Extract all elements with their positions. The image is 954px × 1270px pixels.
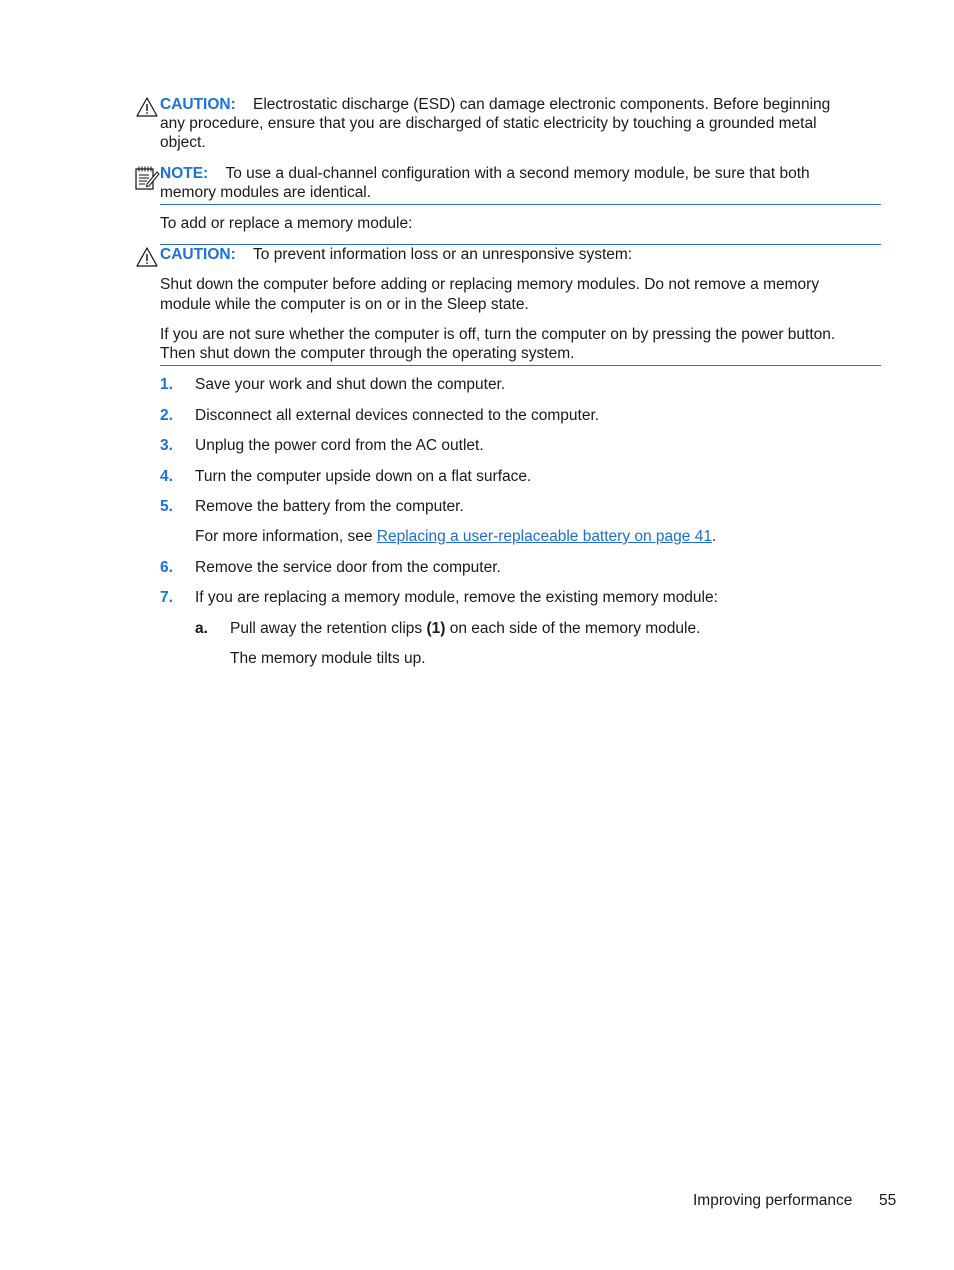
step-number: 1.: [160, 376, 173, 393]
note-pad-icon: [134, 165, 160, 191]
note-line-2: memory modules are identical.: [160, 184, 372, 201]
step-text: Save your work and shut down the computer.: [195, 376, 506, 393]
step-number: 4.: [160, 468, 173, 485]
step-number: 5.: [160, 498, 173, 515]
note-divider: [160, 204, 881, 205]
step-number: 6.: [160, 559, 173, 576]
caution-1-line-3: object.: [160, 134, 206, 151]
step-number: 2.: [160, 407, 173, 424]
note-line-1: NOTE: To use a dual-channel configuration with a second memory module, be sure that both: [160, 165, 810, 182]
step-text: Unplug the power cord from the AC outlet.: [195, 437, 484, 454]
caution-2-para-2-line-2: Then shut down the computer through the operating system.: [160, 345, 575, 362]
step-text: Remove the battery from the computer.: [195, 498, 464, 515]
caution-1-line-1: CAUTION: Electrostatic discharge (ESD) can damage electronic components. Before beginning: [160, 96, 831, 113]
step-number: 7.: [160, 589, 173, 606]
substep-letter: a.: [195, 620, 208, 637]
step-text: Disconnect all external devices connected to the computer.: [195, 407, 600, 424]
step-5-info: For more information, see Replacing a user-replaceable battery on page 41.: [195, 528, 717, 545]
step-text: Remove the service door from the computer.: [195, 559, 501, 576]
caution-label: CAUTION:: [160, 96, 236, 113]
caution-2-para-1-line-2: module while the computer is on or in the Sleep state.: [160, 296, 529, 313]
caution-2-para-2-line-1: If you are not sure whether the computer is off, turn the computer on by pressing the power button.: [160, 326, 836, 343]
intro-text: To add or replace a memory module:: [160, 215, 413, 232]
step-text: If you are replacing a memory module, remove the existing memory module:: [195, 589, 718, 606]
battery-page-link[interactable]: Replacing a user-replaceable battery on page 41: [376, 528, 712, 545]
caution-label: CAUTION:: [160, 246, 236, 263]
note-label: NOTE:: [160, 165, 209, 182]
warning-triangle-icon: [136, 97, 158, 117]
caution-2-para-1-line-1: Shut down the computer before adding or replacing memory modules. Do not remove a memory: [160, 276, 820, 293]
footer-section-title: Improving performance: [693, 1192, 853, 1209]
caution-1-line-2: any procedure, ensure that you are discharged of static electricity by touching a grounded metal: [160, 115, 817, 132]
substep-text: Pull away the retention clips (1) on each side of the memory module.: [230, 620, 701, 637]
step-number: 3.: [160, 437, 173, 454]
caution-2-bottom-divider: [160, 365, 881, 366]
substep-result: The memory module tilts up.: [230, 650, 426, 667]
footer-page-number: 55: [879, 1192, 897, 1209]
warning-triangle-icon: [136, 247, 158, 267]
step-text: Turn the computer upside down on a flat surface.: [195, 468, 532, 485]
caution-2-line: CAUTION: To prevent information loss or an unresponsive system:: [160, 246, 633, 263]
